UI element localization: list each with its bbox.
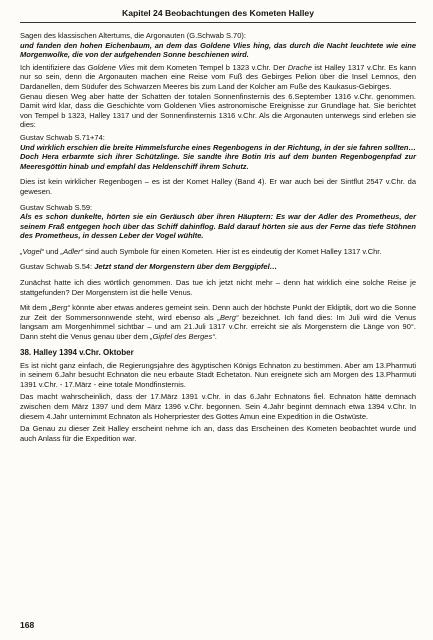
- italic-term: „Gipfel des Berges“: [150, 332, 215, 342]
- text-run: .: [214, 332, 217, 342]
- italic-term: „Vogel“: [20, 246, 44, 256]
- paragraph-echnaton: Es ist nicht ganz einfach, die Regierungsjahre des ägyptischen Königs Echnaton zu bestimmen. Aber am 13.Pharmuti in seinem 6.Jahr besucht Echnaton die neu erbaute Stadt Echetaton. Nun ereignete sich am Morgen des 13.Pharmuti 1391 v.Chr. - 17.März - eine totale Mondfinsternis.: [20, 360, 416, 389]
- paragraph-regierungsjahr: Das macht wahrscheinlich, dass der 17.März 1391 v.Chr. in das 6.Jahr Echnatons fiel. Echnaton hätte demnach zwischen dem März 1397 und dem März 1396 v.Chr. begonnen. Sein 4.Jahr beginnt demnach etwa 1394 v.Chr. In diesem 4.Jahr unternimmt Echnaton als Hoherpriester des Gottes Amun eine Expedition in die Ostwüste.: [20, 392, 416, 421]
- paragraph-vogel-adler: [20, 247, 416, 257]
- text-run: sind auch Symbole für einen Kometen. Hier ist es eindeutig der Komet Halley 1317 v.Chr.: [83, 246, 382, 256]
- italic-term: Goldene Vlies: [87, 62, 135, 72]
- paragraph-morgenstern-quote: [20, 262, 416, 272]
- text-run: mit dem Kometen Tempel b 1323 v.Chr. Der: [134, 62, 288, 72]
- paragraph-expedition: Da Genau zu dieser Zeit Halley erscheint nehme ich an, dass das Erscheinen des Kometen beobachtet wurde und auch Anlass für die Expedition war.: [20, 424, 416, 443]
- text-run: Mit dem: [20, 303, 50, 313]
- quote-text: Als es schon dunkelte, hörten sie ein Geräusch über ihren Häuptern: Es war der Adler des Prometheus, der seinem Fraß entgegen hoch über das Schiff dahinflog. Bald darauf hörten sie aus der Ferne das tiefe Stöhnen des Prometheus, in dessen Leber der Vogel wühlte.: [20, 212, 416, 241]
- paragraph-regenbogen-quote: [20, 133, 416, 171]
- text-run: bezeichnet. Ich fand dies: Im Juli wird die Venus langsam am Morgenhimmel sichtbar – und am 21.Juli 1317 v.Chr. erreicht sie als Morgenstern die Länge von 90°. Dann steht die Venus genau über dem: [20, 312, 416, 342]
- source-reference: Gustav Schwab S.71+74:: [20, 132, 105, 142]
- paragraph-identification: [20, 63, 416, 130]
- source-reference: Sagen des klassischen Altertums, die Argonauten (G.Schwab S.70):: [20, 31, 246, 40]
- text-run: Genau diesen Weg aber hatte der Schatten der totalen Sonnenfinsternis des 6.September 1316 v.Chr. genommen. Damit wird klar, dass die Geschichte vom Goldenen Vlies astronomische Ereignisse zur Grundlage hat. Sie berichtet von Tempel b 1323, Halley 1317 und der Sonnenfinsternis 1316 v.Chr. Als die Argonauten unterwegs sind erleben sie dies:: [20, 91, 416, 130]
- paragraph-argonauten-quote: [20, 31, 416, 60]
- italic-term: „Berg“: [217, 312, 239, 322]
- paragraph-venus: Zunächst hatte ich dies wörtlich genommen. Das tue ich jetzt nicht mehr – denn hat wirklich eine solche Reise je stattgefunden? Der Morgenstern ist die helle Venus.: [20, 278, 416, 297]
- paragraph-adler-quote: [20, 203, 416, 241]
- source-reference: Gustav Schwab S.59:: [20, 202, 93, 212]
- quote-text: Jetzt stand der Morgenstern über dem Berggipfel…: [94, 262, 278, 272]
- paragraph-komet-halley: Dies ist kein wirklicher Regenbogen – es ist der Komet Halley (Band 4). Er war auch bei der Sintflut 2547 v.Chr. da gewesen.: [20, 177, 416, 196]
- section-heading: 38. Halley 1394 v.Chr. Oktober: [20, 347, 134, 357]
- paragraph-berg: [20, 303, 416, 341]
- quote-text: Und wirklich erschien die breite Himmelsfurche eines Regenbogens in der Richtung, in der sie fahren sollten… Doch Hera erbarmte sich ihrer Schützlinge. Sie sandte ihre Botin Iris auf dem bunten Regenbogenpfad zur Meeresgöttin hinab und empfahl das Heldenschiff ihrem Schutz.: [20, 142, 416, 171]
- book-page: [20, 8, 416, 446]
- text-run: und: [43, 246, 61, 256]
- source-reference: Gustav Schwab S.54:: [20, 262, 95, 272]
- text-run: könnte aber etwas anderes gemeint sein. Denn auch der höchste Punkt der Ekliptik, dort wo die Sonne zur Zeit der Sommersonnwende steht, wird ebenso als: [20, 303, 416, 322]
- text-run: ist Halley 1317 v.Chr. Es kann nur so sein, denn die Argonauten machen eine Reise vom Fuß des Gebirges Pelion über die Insel Lemnos, den Dardanellen, dem Südufer des Schwarzen Meeres bis zum Land der Kolcher am Fuße des Kaukasus-Gebirges.: [20, 62, 416, 91]
- italic-term: „Adler“: [60, 246, 84, 256]
- quote-text: und fanden den hohen Eichenbaum, an dem das Goldene Vlies hing, das durch die Nacht leuchtete wie eine Morgenwolke, die von der aufgehenden Sonne beschienen wird.: [20, 40, 416, 60]
- text-run: Ich identifiziere das: [20, 62, 88, 72]
- page-number: 168: [20, 620, 35, 630]
- chapter-title: Kapitel 24 Beobachtungen des Kometen Halley: [20, 8, 416, 23]
- italic-term: „Berg“: [49, 303, 70, 313]
- italic-term: Drache: [287, 62, 312, 72]
